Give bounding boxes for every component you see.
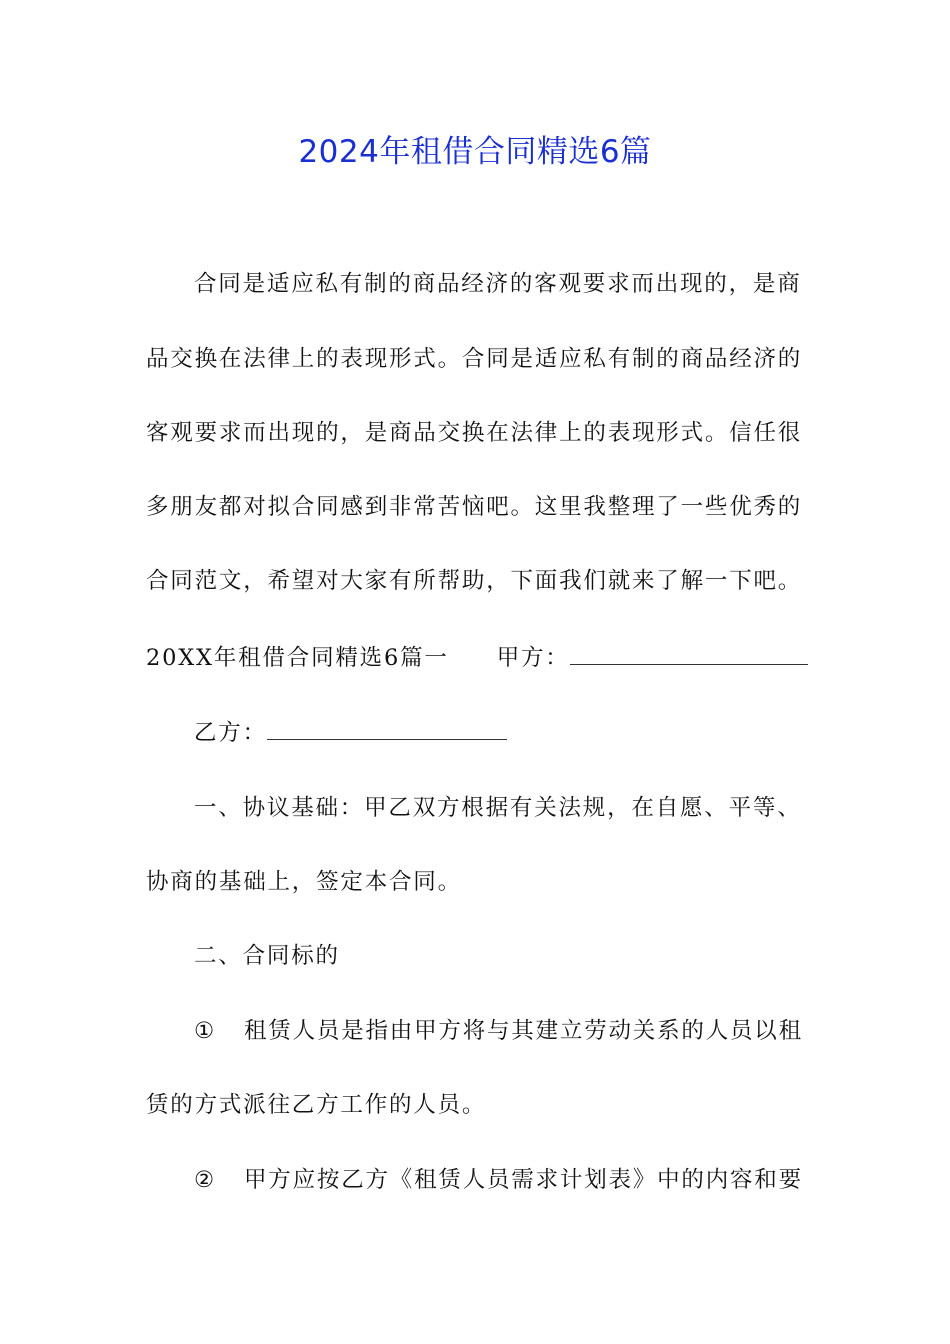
section-heading: 20XX年租借合同精选6篇一 bbox=[146, 645, 449, 671]
document-title: 2024年租借合同精选6篇 bbox=[298, 134, 652, 170]
intro-line-5: 合同范文，希望对大家有所帮助，下面我们就来了解一下吧。 bbox=[146, 568, 803, 594]
party-a-blank bbox=[570, 638, 808, 665]
item2-row bbox=[194, 1160, 803, 1200]
item2-line: 甲方应按乙方《租赁人员需求计划表》中的内容和要 bbox=[244, 1167, 803, 1193]
intro-line-4: 多朋友都对拟合同感到非常苦恼吧。这里我整理了一些优秀的 bbox=[146, 494, 803, 520]
party-b-blank bbox=[267, 713, 507, 740]
clause1-line-2: 协商的基础上，签定本合同。 bbox=[146, 869, 462, 895]
item1-line-1: 租赁人员是指由甲方将与其建立劳动关系的人员以租 bbox=[244, 1018, 803, 1044]
item1-line-2: 赁的方式派往乙方工作的人员。 bbox=[146, 1092, 487, 1118]
intro-line-1: 合同是适应私有制的商品经济的客观要求而出现的，是商 bbox=[194, 271, 802, 297]
party-b-label: 乙方： bbox=[194, 720, 267, 746]
item1-marker: ① bbox=[194, 1018, 216, 1044]
clause2-heading: 二、合同标的 bbox=[194, 943, 340, 969]
intro-line-2: 品交换在法律上的表现形式。合同是适应私有制的商品经济的 bbox=[146, 346, 803, 372]
item1-row bbox=[194, 1011, 803, 1051]
party-b-row bbox=[194, 713, 507, 753]
clause1-line-1: 一、协议基础：甲乙双方根据有关法规，在自愿、平等、 bbox=[194, 795, 802, 821]
section-heading-row bbox=[146, 638, 808, 678]
party-a-label: 甲方： bbox=[496, 645, 570, 671]
intro-line-3: 客观要求而出现的，是商品交换在法律上的表现形式。信任很 bbox=[146, 420, 803, 446]
item2-marker: ② bbox=[194, 1167, 216, 1193]
